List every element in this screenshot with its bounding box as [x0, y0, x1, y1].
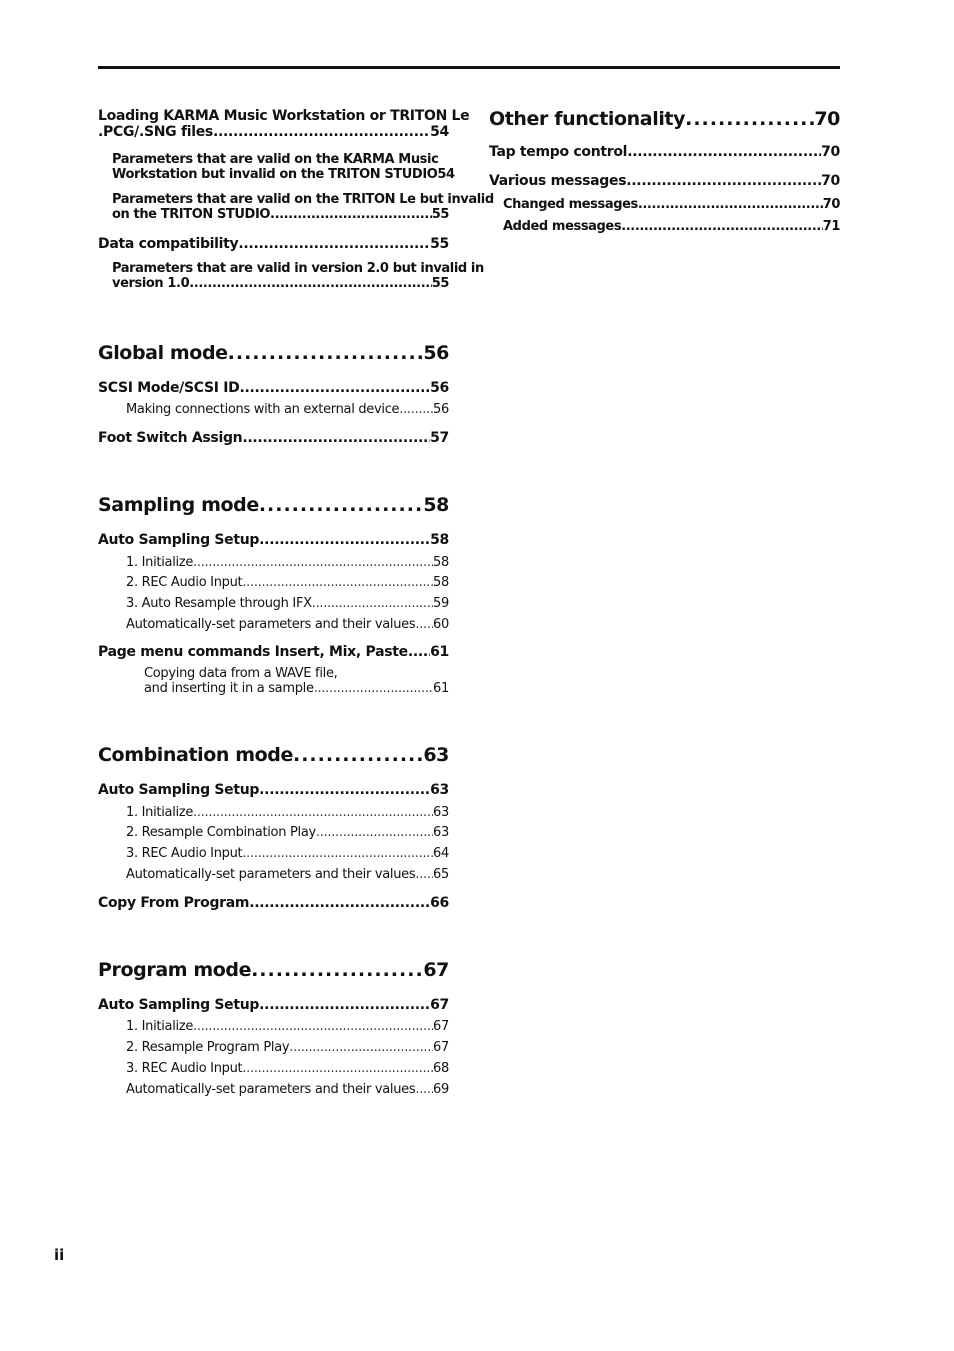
toc-entry-page: 56: [423, 342, 449, 364]
dot-leader: [259, 532, 430, 548]
dot-leader: [415, 867, 433, 882]
toc-entry-title: Sampling mode: [98, 494, 259, 516]
toc-entry-title: on the TRITON STUDIO: [112, 207, 271, 222]
toc-entry-title: 3. Auto Resample through IFX: [126, 596, 312, 611]
toc-entry-page: 63: [433, 805, 449, 820]
dot-leader: [193, 555, 433, 570]
dot-leader: [193, 805, 433, 820]
toc-entry-title-line: Parameters that are valid in version 2.0 but invalid in: [112, 261, 484, 276]
toc-entry-title: 1. Initialize: [126, 1019, 194, 1034]
toc-entry-page: 66: [430, 895, 449, 911]
toc-entry-title: Auto Sampling Setup: [98, 997, 260, 1013]
toc-entry-title: Copy From Program: [98, 895, 250, 911]
toc-entry-page: 60: [433, 617, 449, 632]
toc-entry-page: 67: [423, 959, 449, 981]
toc-entry-title: and inserting it in a sample: [144, 681, 314, 696]
toc-entry[interactable]: [126, 805, 449, 820]
dot-leader: [408, 644, 430, 660]
toc-entry-title: 2. Resample Program Play: [126, 1040, 290, 1055]
toc-entry-page: 58: [433, 555, 449, 570]
toc-entry-title: version 1.0: [112, 276, 190, 291]
toc-entry[interactable]: [98, 644, 449, 660]
dot-leader: [242, 846, 433, 861]
dot-leader: [626, 173, 821, 189]
toc-entry[interactable]: [126, 402, 449, 417]
toc-entry[interactable]: [98, 430, 449, 446]
toc-entry-title: SCSI Mode/SCSI ID: [98, 380, 240, 396]
toc-entry-page: 68: [433, 1061, 449, 1076]
toc-entry[interactable]: [126, 825, 449, 840]
dot-leader: [399, 402, 433, 417]
dot-leader: [228, 342, 424, 364]
toc-entry[interactable]: [126, 1082, 449, 1097]
toc-entry-title-line: Parameters that are valid on the KARMA Music: [112, 152, 439, 167]
toc-entry-title: Automatically-set parameters and their values: [126, 867, 416, 882]
header-rule: [98, 66, 840, 69]
toc-entry[interactable]: [98, 997, 449, 1013]
toc-entry[interactable]: [126, 617, 449, 632]
toc-entry[interactable]: [98, 959, 449, 981]
toc-entry-title: Automatically-set parameters and their values: [126, 1082, 416, 1097]
toc-entry-page: 67: [433, 1019, 449, 1034]
toc-entry-title: Auto Sampling Setup: [98, 782, 260, 798]
dot-leader: [239, 380, 430, 396]
toc-entry-page: 56: [430, 380, 449, 396]
dot-leader: [249, 895, 430, 911]
dot-leader: [259, 997, 430, 1013]
toc-entry[interactable]: [126, 1019, 449, 1034]
toc-entry-page: 70: [814, 108, 840, 130]
dot-leader: [270, 207, 432, 222]
dot-leader: [213, 124, 430, 140]
toc-entry-title: Tap tempo control: [489, 144, 628, 160]
toc-entry-page: 70: [821, 144, 840, 160]
toc-entry[interactable]: [98, 532, 449, 548]
toc-entry-page: 54: [437, 167, 455, 182]
toc-entry[interactable]: [489, 173, 840, 189]
toc-entry-page: 63: [430, 782, 449, 798]
toc-entry-title: 1. Initialize: [126, 555, 194, 570]
toc-entry-page: 67: [433, 1040, 449, 1055]
toc-entry-title: Page menu commands Insert, Mix, Paste: [98, 644, 408, 660]
toc-entry[interactable]: [98, 380, 449, 396]
toc-entry-title: Program mode: [98, 959, 252, 981]
toc-entry-title: 2. REC Audio Input: [126, 575, 243, 590]
toc-entry-title-line: Loading KARMA Music Workstation or TRITON Le: [98, 108, 470, 124]
toc-entry-page: 58: [430, 532, 449, 548]
dot-leader: [312, 596, 433, 611]
toc-entry[interactable]: [144, 666, 449, 696]
toc-entry-page: 57: [430, 430, 449, 446]
dot-leader: [316, 825, 433, 840]
toc-entry[interactable]: [503, 219, 840, 234]
toc-entry[interactable]: [112, 152, 455, 182]
toc-entry-title: Auto Sampling Setup: [98, 532, 260, 548]
toc-entry[interactable]: [126, 867, 449, 882]
toc-entry[interactable]: [98, 895, 449, 911]
toc-entry[interactable]: [126, 1061, 449, 1076]
dot-leader: [621, 219, 823, 234]
dot-leader: [293, 744, 423, 766]
dot-leader: [259, 494, 424, 516]
toc-entry-title: Combination mode: [98, 744, 293, 766]
toc-entry[interactable]: [126, 1040, 449, 1055]
toc-entry-title: 3. REC Audio Input: [126, 846, 243, 861]
dot-leader: [415, 617, 433, 632]
dot-leader: [242, 575, 433, 590]
dot-leader: [193, 1019, 433, 1034]
toc-entry-page: 70: [822, 197, 840, 212]
dot-leader: [415, 1082, 433, 1097]
toc-entry[interactable]: [112, 192, 494, 222]
toc-entry-page: 65: [433, 867, 449, 882]
toc-entry[interactable]: [98, 744, 449, 766]
toc-entry[interactable]: [126, 555, 449, 570]
dot-leader: [685, 108, 814, 130]
toc-entry-title-line: Parameters that are valid on the TRITON Le but invalid: [112, 192, 494, 207]
toc-entry[interactable]: [112, 261, 484, 291]
toc-entry[interactable]: [503, 197, 840, 212]
toc-entry-page: 61: [433, 681, 449, 696]
toc-entry-title: Workstation but invalid on the TRITON STUDIO: [112, 167, 438, 182]
toc-entry[interactable]: [489, 144, 840, 160]
dot-leader: [289, 1040, 433, 1055]
dot-leader: [638, 197, 823, 212]
dot-leader: [238, 236, 430, 252]
toc-entry-title: .PCG/.SNG files: [98, 124, 213, 140]
toc-entry-page: 56: [433, 402, 449, 417]
dot-leader: [314, 681, 433, 696]
toc-entry-page: 63: [423, 744, 449, 766]
toc-entry-page: 63: [433, 825, 449, 840]
dot-leader: [259, 782, 430, 798]
toc-entry-title: Foot Switch Assign: [98, 430, 243, 446]
toc-entry[interactable]: [489, 108, 840, 130]
toc-entry-title: Changed messages: [503, 197, 638, 212]
toc-entry-page: 55: [430, 236, 449, 252]
toc-entry-page: 69: [433, 1082, 449, 1097]
toc-entry-page: 67: [430, 997, 449, 1013]
toc-entry-page: 61: [430, 644, 449, 660]
toc-entry[interactable]: [98, 342, 449, 364]
dot-leader: [242, 430, 430, 446]
page-number: ii: [54, 1246, 65, 1264]
toc-entry-page: 71: [822, 219, 840, 234]
toc-entry-title: Added messages: [503, 219, 622, 234]
toc-entry-title: 1. Initialize: [126, 805, 194, 820]
dot-leader: [251, 959, 423, 981]
toc-entry[interactable]: [98, 494, 449, 516]
toc-entry-page: 55: [431, 276, 449, 291]
toc-entry[interactable]: [126, 596, 449, 611]
toc-entry-title: Data compatibility: [98, 236, 239, 252]
toc-entry[interactable]: [126, 846, 449, 861]
toc-entry-title-line: Copying data from a WAVE file,: [144, 666, 338, 681]
dot-leader: [189, 276, 431, 291]
toc-entry[interactable]: [98, 108, 470, 140]
toc-entry-page: 70: [821, 173, 840, 189]
toc-entry[interactable]: [98, 782, 449, 798]
toc-entry-page: 59: [433, 596, 449, 611]
toc-entry-title: Automatically-set parameters and their values: [126, 617, 416, 632]
toc-entry-page: 58: [423, 494, 449, 516]
toc-entry[interactable]: [98, 236, 449, 252]
toc-entry-title: Making connections with an external device: [126, 402, 400, 417]
toc-entry-title: 2. Resample Combination Play: [126, 825, 316, 840]
toc-entry[interactable]: [126, 575, 449, 590]
toc-entry-title: 3. REC Audio Input: [126, 1061, 243, 1076]
toc-entry-title: Various messages: [489, 173, 627, 189]
toc-entry-page: 54: [430, 124, 449, 140]
toc-entry-page: 58: [433, 575, 449, 590]
toc-entry-title: Other functionality: [489, 108, 686, 130]
dot-leader: [627, 144, 821, 160]
dot-leader: [242, 1061, 433, 1076]
toc-entry-page: 55: [431, 207, 449, 222]
toc-entry-page: 64: [433, 846, 449, 861]
toc-entry-title: Global mode: [98, 342, 228, 364]
